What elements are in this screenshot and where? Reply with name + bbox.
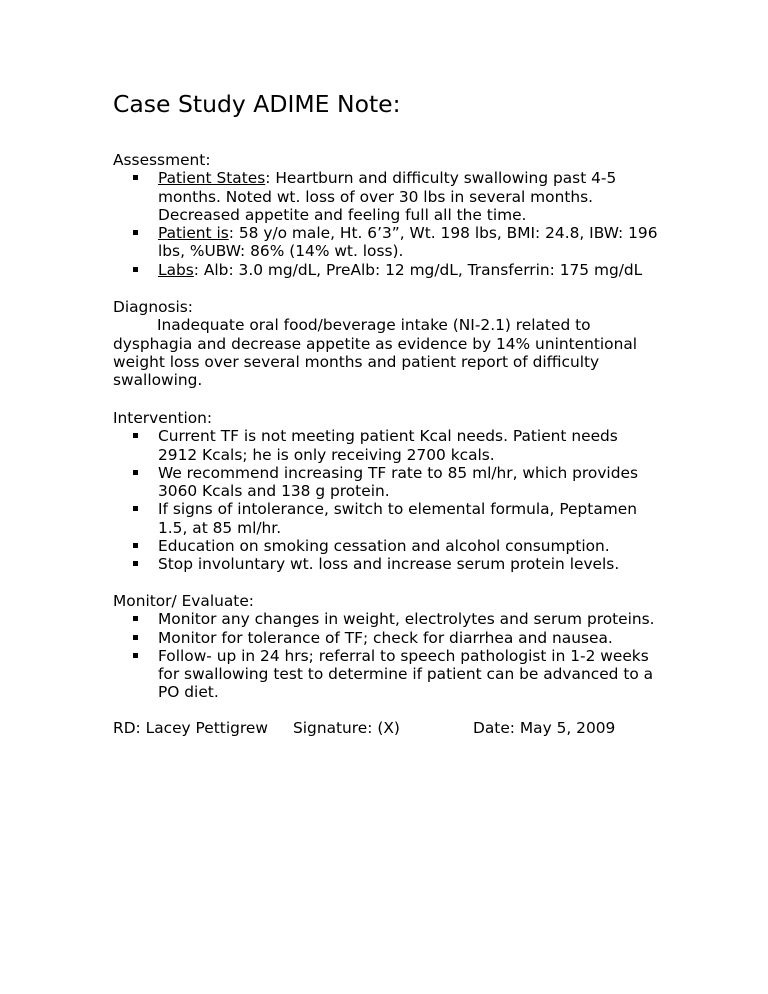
- page-title: Case Study ADIME Note:: [113, 90, 401, 118]
- item-text: Monitor any changes in weight, electrolytes and serum proteins.: [158, 610, 655, 629]
- assessment-section: [113, 151, 658, 279]
- assessment-list: [113, 169, 658, 279]
- bullet-icon: [133, 230, 138, 235]
- diagnosis-section: [113, 298, 658, 389]
- intervention-heading: Intervention:: [113, 409, 213, 427]
- item-label: Patient is: [158, 224, 229, 243]
- list-item: [113, 537, 658, 555]
- bullet-icon: [133, 470, 138, 475]
- monitor-section: [113, 592, 658, 702]
- diagnosis-heading: Diagnosis:: [113, 298, 193, 316]
- item-label: Patient States: [158, 169, 266, 188]
- rd-name: RD: Lacey Pettigrew: [113, 719, 268, 737]
- item-text: : Heartburn and difficulty swallowing past 4-5 months. Noted wt. loss of over 30 lbs in several months. Decreased appetite and feeling full all the time.: [158, 169, 617, 224]
- list-item: [113, 261, 658, 279]
- item-text: Education on smoking cessation and alcohol consumption.: [158, 537, 610, 556]
- bullet-icon: [133, 267, 138, 272]
- monitor-heading: Monitor/ Evaluate:: [113, 592, 254, 610]
- intervention-section: [113, 409, 658, 574]
- list-item: [113, 555, 658, 573]
- signature-field: Signature: (X): [293, 719, 400, 737]
- list-item: [113, 169, 658, 224]
- item-text: Follow- up in 24 hrs; referral to speech pathologist in 1-2 weeks for swallowing test to determine if patient can be advanced to a PO diet.: [158, 646, 654, 702]
- list-item: [113, 629, 658, 647]
- list-item: [113, 464, 658, 501]
- bullet-icon: [133, 543, 138, 548]
- bullet-icon: [133, 635, 138, 640]
- date-field: Date: May 5, 2009: [473, 719, 616, 737]
- item-text: Stop involuntary wt. loss and increase serum protein levels.: [158, 555, 620, 574]
- bullet-icon: [133, 653, 138, 658]
- bullet-icon: [133, 433, 138, 438]
- monitor-list: [113, 610, 658, 701]
- item-text: Current TF is not meeting patient Kcal needs. Patient needs 2912 Kcals; he is only receiving 2700 kcals.: [158, 427, 618, 464]
- item-label: Labs: [158, 260, 194, 279]
- item-text: We recommend increasing TF rate to 85 ml/hr, which provides 3060 Kcals and 138 g protein.: [158, 463, 638, 501]
- item-text: If signs of intolerance, switch to elemental formula, Peptamen 1.5, at 85 ml/hr.: [158, 500, 637, 537]
- assessment-heading: Assessment:: [113, 151, 211, 169]
- bullet-icon: [133, 561, 138, 566]
- list-item: [113, 224, 658, 261]
- bullet-icon: [133, 616, 138, 621]
- item-text: : 58 y/o male, Ht. 6’3”, Wt. 198 lbs, BMI: 24.8, IBW: 196 lbs, %UBW: 86% (14% wt. loss).: [158, 224, 658, 261]
- bullet-icon: [133, 506, 138, 511]
- bullet-icon: [133, 175, 138, 180]
- list-item: [113, 500, 658, 537]
- item-text: : Alb: 3.0 mg/dL, PreAlb: 12 mg/dL, Transferrin: 175 mg/dL: [193, 260, 643, 279]
- diagnosis-text: Inadequate oral food/beverage intake (NI-2.1) related to dysphagia and decrease appetite as evidence by 14% unintentional weight loss over several months and patient report of difficulty swallowing.: [113, 316, 638, 390]
- intervention-list: [113, 427, 658, 573]
- item-text: Monitor for tolerance of TF; check for diarrhea and nausea.: [158, 628, 613, 647]
- list-item: [113, 610, 658, 628]
- list-item: [113, 647, 658, 702]
- signature-line: [113, 719, 658, 739]
- list-item: [113, 427, 658, 464]
